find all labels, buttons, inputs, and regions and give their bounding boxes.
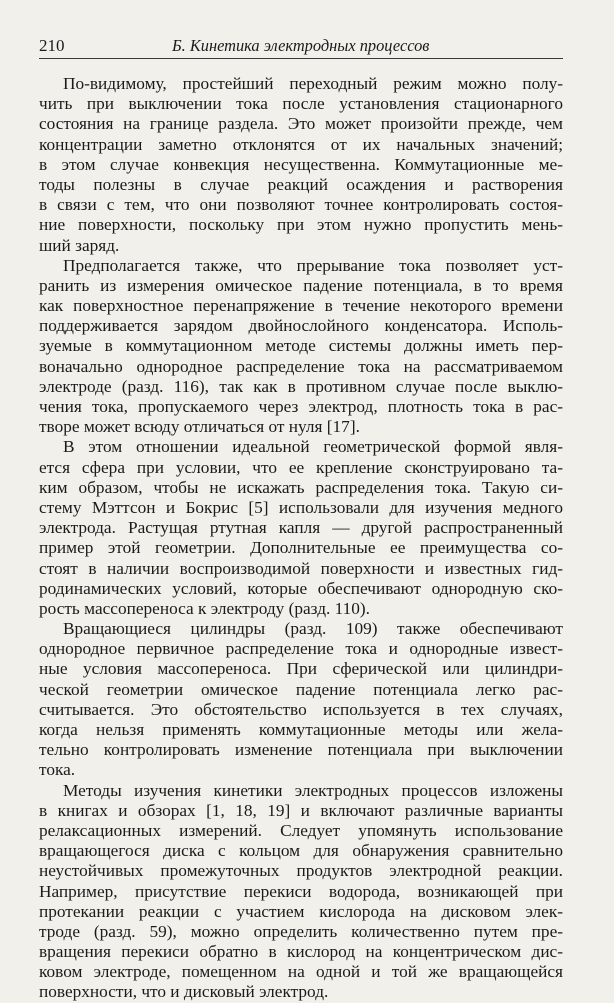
text-line: вращения перекиси обратно в кислород на концентрическом дис- [39, 942, 563, 962]
text-line: неустойчивых промежуточных продуктов электродной реакции. [39, 861, 563, 881]
text-line: Методы изучения кинетики электродных процессов изложены [63, 780, 563, 800]
text-line: творе может всюду отличаться от нуля [17]. [39, 417, 360, 437]
text-line: в связи с тем, что они позволяют точнее контролировать состоя- [39, 195, 563, 215]
text-line: в книгах и обзорах [1, 18, 19] и включают различные варианты [39, 800, 563, 820]
text-line: Предполагается также, что прерывание тока позволяет уст- [63, 255, 563, 275]
text-line: электрода. Растущая ртутная капля — другой распространенный [39, 518, 563, 538]
text-line: По-видимому, простейший переходный режим можно полу- [63, 74, 563, 93]
text-line: вращающегося диска с кольцом для обнаружения сравнительно [39, 841, 563, 861]
text-line: ется сфера при условии, что ее крепление сконструировано та- [39, 457, 563, 477]
text-line: В этом отношении идеальной геометрической формой явля- [63, 437, 563, 457]
text-line: тельно контролировать изменение потенциала при выключении [39, 740, 563, 760]
text-line: чить при выключении тока после установления стационарного [39, 94, 563, 114]
text-line: стоят в наличии воспроизводимой поверхности и известных гид- [39, 558, 563, 578]
page-number: 210 [39, 36, 65, 55]
text-line: зуемые в коммутационном методе системы должны иметь пер- [39, 336, 563, 356]
text-line: ные условия массопереноса. При сферической или цилиндри- [39, 659, 563, 679]
text-line: тоды полезны в случае реакций осаждения и растворения [39, 174, 563, 194]
paragraph [39, 74, 563, 256]
text-line: троде (разд. 59), можно определить количественно путем пре- [39, 921, 563, 941]
text-line: чения тока, пропускаемого через электрод, плотность тока в рас- [39, 397, 563, 416]
running-title: Б. Кинетика электродных процессов [172, 36, 430, 55]
text-line: электроде (разд. 116), так как в противном случае после выклю- [39, 376, 563, 396]
text-line: считывается. Это обстоятельство используется в тех случаях, [39, 699, 563, 719]
text-line: пример этой геометрии. Дополнительные ее преимущества со- [39, 538, 563, 558]
text-line: воначально однородное распределение тока на рассматриваемом [39, 356, 563, 376]
text-line: релаксационных измерений. Следует упомянуть использование [39, 820, 563, 840]
text-line: ние поверхности, поскольку при этом нужно пропустить мень- [39, 215, 563, 235]
text-line: рость массопереноса к электроду (разд. 110). [39, 598, 370, 618]
text-line: ким образом, чтобы не искажать распределения тока. Такую си- [39, 477, 563, 497]
paragraph [39, 619, 563, 781]
text-line: поверхности, что и дисковый электрод. [39, 982, 329, 1002]
header-rule [39, 58, 563, 59]
text-line: стему Мэттсон и Бокрис [5] использовали для изучения медного [39, 497, 563, 517]
page-header [0, 36, 614, 62]
body-text [39, 74, 563, 1003]
paragraph [39, 437, 563, 619]
text-line: ческой геометрии омическое падение потенциала легко рас- [39, 679, 563, 699]
text-line: родинамических условий, которые обеспечивают однородную ско- [39, 578, 563, 598]
text-line: протекании реакции с участием кислорода на дисковом элек- [39, 901, 563, 921]
text-line: ранить из измерения омическое падение потенциала, в то время [39, 275, 563, 295]
text-line: Например, присутствие перекиси водорода, возникающей при [39, 881, 563, 901]
text-line: Вращающиеся цилиндры (разд. 109) также обеспечивают [63, 619, 563, 639]
text-line: ший заряд. [39, 235, 120, 255]
text-line: когда нельзя применять коммутационные методы или жела- [39, 720, 563, 739]
paragraph [39, 256, 563, 438]
text-line: как поверхностное перенапряжение в течение некоторого времени [39, 296, 563, 316]
text-line: однородное первичное распределение тока и однородные извест- [39, 639, 563, 659]
text-line: концентрации заметно отклонятся от их начальных значений; [39, 134, 563, 154]
paragraph [39, 781, 563, 1003]
text-line: тока. [39, 760, 76, 780]
text-line: в этом случае конвекция несущественна. Коммутационные ме- [39, 154, 563, 174]
text-line: поддерживается зарядом двойнослойного конденсатора. Исполь- [39, 316, 563, 336]
text-line: ковом электроде, помещенном на одной и той же вращающейся [39, 962, 563, 982]
text-line: состояния на границе раздела. Это может произойти прежде, чем [39, 114, 563, 134]
